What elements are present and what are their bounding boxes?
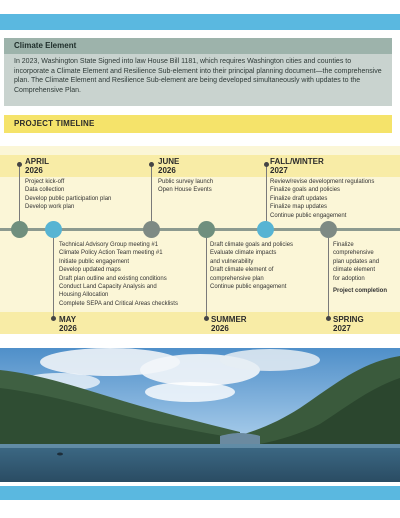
bottom-blue-stripe (0, 486, 400, 500)
timeline-node-4 (198, 221, 215, 238)
phase-list-april (25, 178, 111, 212)
list-item: comprehensive (333, 250, 374, 257)
list-item: Open House Events (158, 187, 212, 194)
phase-dot-summer (204, 316, 209, 321)
list-item: Housing Allocation (59, 292, 109, 299)
connector-june (151, 166, 152, 224)
project-timeline-bar (4, 115, 392, 133)
connector-summer (206, 236, 207, 320)
list-item: Finalize map updates (270, 204, 328, 211)
list-item: Develop public participation plan (25, 195, 112, 202)
timeline-node-2 (45, 221, 62, 238)
list-item: Continue public engagement (210, 284, 287, 291)
list-item: Finalize goals and policies (270, 187, 341, 194)
phase-label-may: MAY 2026 (59, 315, 77, 333)
climate-element-box (4, 38, 392, 106)
list-item: Develop work plan (25, 204, 75, 211)
list-item: comprehensive plan (210, 275, 264, 282)
list-item: Continue public engagement (270, 212, 347, 219)
phase-list-spring (333, 241, 387, 295)
phase-dot-may (51, 316, 56, 321)
phase-label-fall-winter: FALL/WINTER 2027 (270, 157, 324, 175)
list-item: Develop updated maps (59, 267, 121, 274)
phase-dot-june (149, 162, 154, 167)
connector-may (53, 236, 54, 320)
phase-dot-april (17, 162, 22, 167)
phase-list-may (59, 241, 178, 308)
climate-element-header (4, 38, 392, 54)
list-item: Initiate public engagement (59, 258, 130, 265)
lake-landscape-illustration (0, 348, 400, 482)
timeline-node-5 (257, 221, 274, 238)
climate-element-body: In 2023, Washington State Signed into law House Bill 1181, which requires Washington cities and counties to incorporate a Climate Element and Resilience Sub-element into their principal planning document—the comprehensive plan. The Climate Element and Resilience Sub-element are being developed simultaneously with updates to the Comprehensive Plan. (14, 58, 382, 94)
timeline-node-6 (320, 221, 337, 238)
connector-spring (328, 236, 329, 320)
list-item: Conduct Land Capacity Analysis and (59, 284, 157, 291)
list-item: plan updates and (333, 258, 380, 265)
list-item: Review/revise development regulations (270, 179, 375, 185)
connector-fall (266, 166, 267, 224)
list-item: Technical Advisory Group meeting #1 (59, 242, 159, 248)
list-item: Data collection (25, 187, 65, 194)
list-item: Evaluate climate impacts (210, 250, 277, 257)
list-item: climate element (333, 267, 376, 274)
list-item: Draft climate element of (210, 267, 274, 274)
list-item: Complete SEPA and Critical Areas checklists (59, 300, 178, 307)
connector-april (19, 166, 20, 224)
list-item: Draft climate goals and policies (210, 242, 294, 248)
phase-list-june (158, 178, 213, 195)
climate-element-heading: Climate Element (14, 41, 77, 50)
phase-dot-fall (264, 162, 269, 167)
phase-label-spring: SPRING 2027 (333, 315, 364, 333)
phase-label-summer: SUMMER 2026 (211, 315, 247, 333)
list-item: Finalize (333, 242, 354, 248)
list-item: Project kick-off (25, 179, 65, 185)
phase-list-summer (210, 241, 293, 291)
timeline-node-3 (143, 221, 160, 238)
timeline-node-1 (11, 221, 28, 238)
list-item: Climate Policy Action Team meeting #1 (59, 250, 163, 257)
timeline-top-band (0, 155, 400, 177)
list-item: for adoption (333, 275, 365, 282)
list-item: and vulnerability (210, 258, 254, 265)
project-timeline-title: PROJECT TIMELINE (14, 119, 95, 128)
phase-list-fall-winter (270, 178, 374, 220)
phase-label-april: APRIL 2026 (25, 157, 49, 175)
lake-landscape-photo (0, 348, 400, 482)
list-item: Draft plan outline and existing conditions (59, 275, 167, 282)
project-completion-note: Project completion (333, 288, 388, 295)
top-banner (0, 0, 400, 36)
top-blue-stripe (0, 14, 400, 30)
phase-dot-spring (326, 316, 331, 321)
list-item: Finalize draft updates (270, 195, 328, 202)
phase-label-june: JUNE 2026 (158, 157, 180, 175)
list-item: Public survey launch (158, 179, 214, 185)
